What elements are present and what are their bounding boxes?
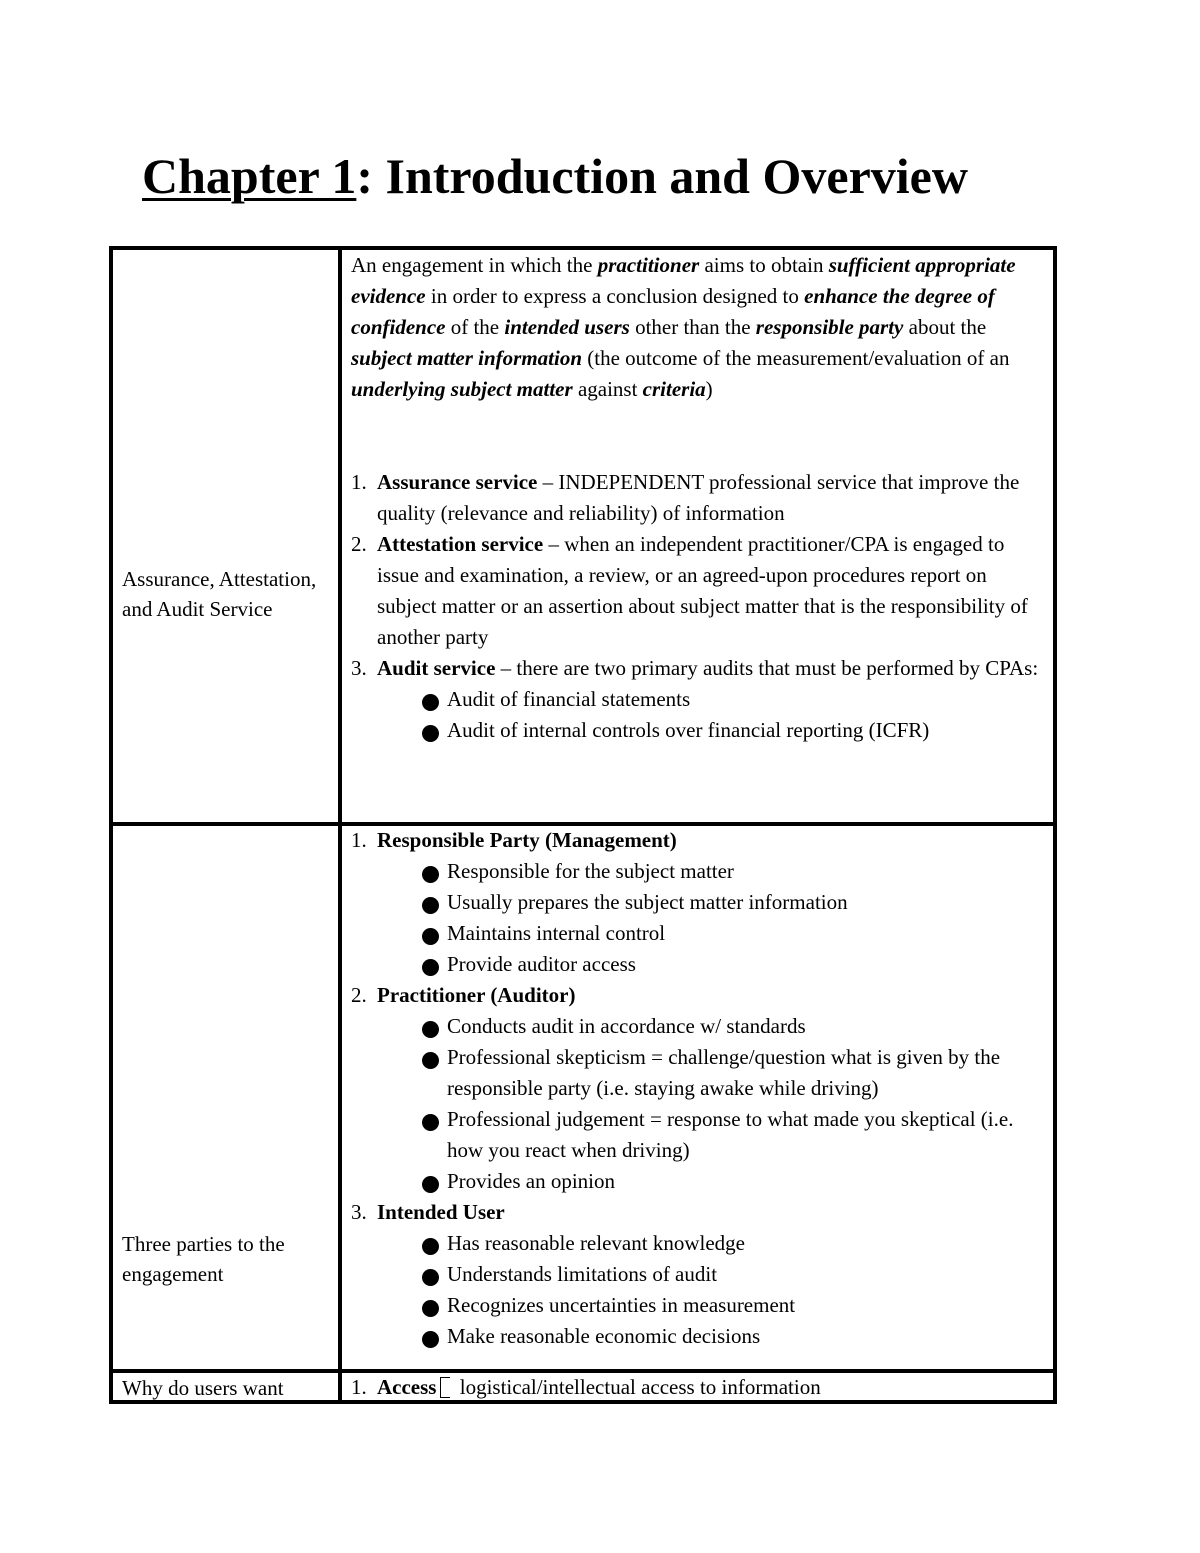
item-description: – when an independent practitioner/CPA is engaged to issue and examination, a review, or an agreed-upon procedures report on subject matter or an assertion about subject matter that is the responsibility of another party	[377, 532, 1028, 649]
bullet-text: Usually prepares the subject matter information	[447, 890, 848, 914]
key-term: responsible party	[755, 315, 904, 339]
bullet-text: Responsible for the subject matter	[447, 859, 734, 883]
item-number: 3.	[351, 1200, 367, 1224]
bullet-text: Professional judgement = response to what made you skeptical (i.e. how you react when driving)	[447, 1107, 1014, 1162]
row-content	[351, 250, 1051, 746]
bullet-icon	[422, 1114, 439, 1131]
key-term: underlying subject matter	[351, 377, 573, 401]
key-term: subject matter information	[351, 346, 583, 370]
key-term: criteria	[642, 377, 706, 401]
key-term: practitioner	[597, 253, 700, 277]
definition-text: )	[705, 377, 713, 401]
bullet-icon	[422, 694, 439, 711]
item-term: Audit service	[377, 656, 496, 680]
list-item	[351, 825, 1051, 856]
chapter-number: Chapter 1	[142, 148, 357, 204]
definition-text: other than the	[629, 315, 756, 339]
definition-paragraph	[351, 250, 1051, 405]
bullet-text: Provide auditor access	[447, 952, 636, 976]
definition-text: of the	[445, 315, 505, 339]
bullet-icon	[422, 959, 439, 976]
bullet-icon	[422, 1176, 439, 1193]
list-item	[351, 653, 1051, 684]
bullet-text: Provides an opinion	[447, 1169, 615, 1193]
item-term: Practitioner (Auditor)	[377, 983, 576, 1007]
definition-text: in order to express a conclusion designed to	[425, 284, 805, 308]
list-item	[351, 1372, 1051, 1403]
bullet-icon	[422, 1269, 439, 1286]
row-content	[351, 1372, 1051, 1403]
key-term: intended users	[504, 315, 630, 339]
key-term: sufficient appropriate evidence	[351, 253, 1016, 308]
bullet-item	[421, 1166, 1051, 1197]
item-number: 1.	[351, 470, 367, 494]
bullet-icon	[422, 928, 439, 945]
list-item	[351, 467, 1051, 529]
bullet-text: Audit of financial statements	[447, 687, 691, 711]
page-title	[142, 144, 968, 208]
item-description: logistical/intellectual access to information	[454, 1375, 821, 1399]
bullet-item	[421, 1259, 1051, 1290]
bullet-text: Has reasonable relevant knowledge	[447, 1231, 745, 1255]
bullet-text: Make reasonable economic decisions	[447, 1324, 761, 1348]
bullet-item	[421, 1290, 1051, 1321]
bullet-item	[421, 856, 1051, 887]
bullet-text: Audit of internal controls over financial reporting (ICFR)	[447, 718, 930, 742]
definition-text: An engagement in which the	[351, 253, 598, 277]
item-term: Attestation service	[377, 532, 544, 556]
bullet-item	[421, 715, 1051, 746]
bullet-item	[421, 1042, 1051, 1104]
key-term: enhance the degree of confidence	[351, 284, 995, 339]
item-number: 3.	[351, 656, 367, 680]
row-content	[351, 825, 1051, 1352]
list-item	[351, 529, 1051, 653]
bullet-icon	[422, 725, 439, 742]
bullet-icon	[422, 1300, 439, 1317]
row-label: Assurance, Attestation, and Audit Service	[122, 567, 317, 621]
item-term: Intended User	[377, 1200, 505, 1224]
bullet-icon	[422, 1052, 439, 1069]
bullet-icon	[422, 897, 439, 914]
bullet-item	[421, 1321, 1051, 1352]
definition-text: aims to obtain	[699, 253, 829, 277]
bullet-item	[421, 949, 1051, 980]
bullet-icon	[422, 1331, 439, 1348]
bullet-item	[421, 1011, 1051, 1042]
bullet-item	[421, 918, 1051, 949]
item-term: Assurance service	[377, 470, 538, 494]
bullet-text: Recognizes uncertainties in measurement	[447, 1293, 796, 1317]
item-number: 1.	[351, 1375, 367, 1399]
item-number: 1.	[351, 828, 367, 852]
item-description: – INDEPENDENT professional service that improve the quality (relevance and reliability) of information	[377, 470, 1020, 525]
arrow-icon	[440, 1377, 450, 1398]
bullet-text: Professional skepticism = challenge/question what is given by the responsible party (i.e. staying awake while driving)	[447, 1045, 1001, 1100]
bullet-item	[421, 1228, 1051, 1259]
bullet-icon	[422, 1238, 439, 1255]
item-description: – there are two primary audits that must be performed by CPAs:	[495, 656, 1039, 680]
parties-list	[351, 825, 1051, 1352]
definition-text: about the	[903, 315, 987, 339]
service-list	[351, 467, 1051, 746]
chapter-title: : Introduction and Overview	[356, 148, 968, 204]
row-label: Why do users want	[122, 1376, 284, 1400]
bullet-item	[421, 684, 1051, 715]
bullet-text: Conducts audit in accordance w/ standards	[447, 1014, 806, 1038]
definition-text: against	[572, 377, 643, 401]
list-item	[351, 980, 1051, 1011]
item-number: 2.	[351, 983, 367, 1007]
bullet-item	[421, 887, 1051, 918]
bullet-icon	[422, 866, 439, 883]
row-label: Three parties to the engagement	[122, 1232, 285, 1286]
bullet-text: Maintains internal control	[447, 921, 666, 945]
bullet-item	[421, 1104, 1051, 1166]
item-term: Responsible Party (Management)	[377, 828, 677, 852]
item-number: 2.	[351, 532, 367, 556]
bullet-icon	[422, 1021, 439, 1038]
spacer	[351, 405, 1051, 467]
bullet-text: Understands limitations of audit	[447, 1262, 718, 1286]
item-term: Access	[377, 1375, 437, 1399]
list-item	[351, 1197, 1051, 1228]
definition-text: (the outcome of the measurement/evaluation of an	[582, 346, 1010, 370]
